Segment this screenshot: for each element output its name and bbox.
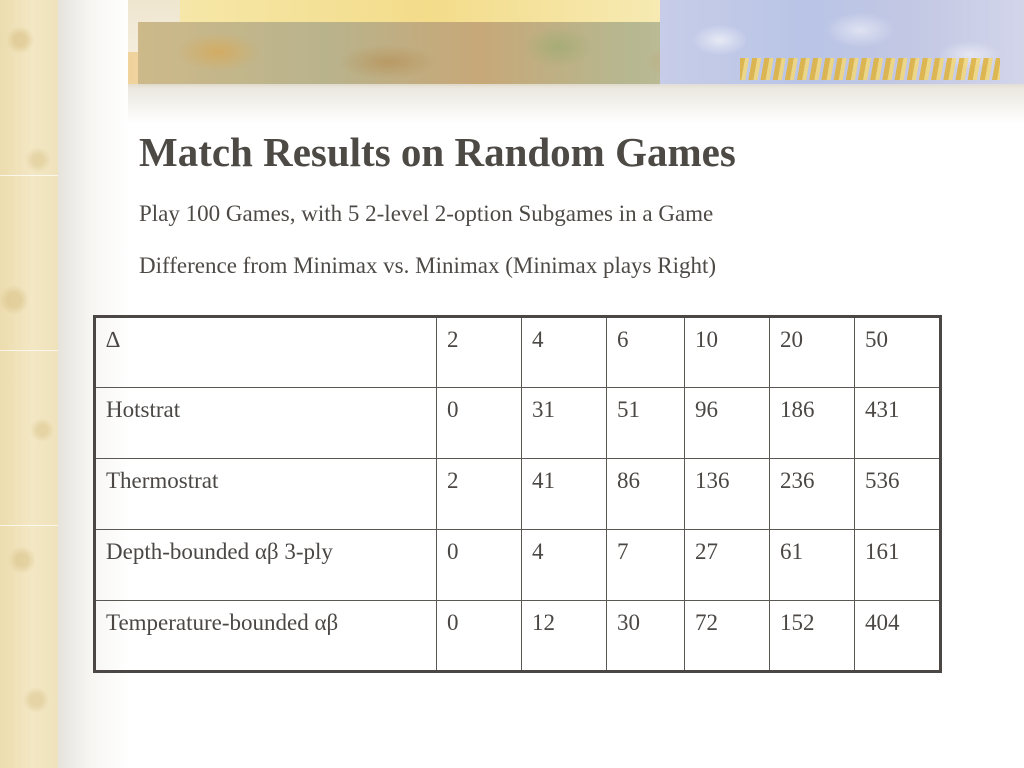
table-cell: 0 — [437, 530, 522, 601]
table-cell: 404 — [855, 601, 941, 672]
header-cell-delta: ∆ — [95, 317, 437, 388]
table-cell: 0 — [437, 388, 522, 459]
table-row — [95, 388, 941, 459]
decorative-banner — [0, 0, 1024, 88]
table-cell: 96 — [685, 388, 770, 459]
header-cell: 4 — [522, 317, 607, 388]
table-cell: 2 — [437, 459, 522, 530]
table-cell: 12 — [522, 601, 607, 672]
results-table — [93, 315, 942, 673]
header-cell: 50 — [855, 317, 941, 388]
table-cell: 31 — [522, 388, 607, 459]
table-cell: 236 — [770, 459, 855, 530]
slide-subtitle-games: Play 100 Games, with 5 2-level 2-option Subgames in a Game — [139, 201, 714, 226]
table-cell: 136 — [685, 459, 770, 530]
row-label-depth-bounded: Depth-bounded αβ 3-ply — [95, 530, 437, 601]
header-cell: 20 — [770, 317, 855, 388]
header-cell: 6 — [607, 317, 685, 388]
table-row — [95, 459, 941, 530]
banner-wheat-image — [740, 58, 1000, 80]
table-cell: 7 — [607, 530, 685, 601]
slide-title: Match Results on Random Games — [139, 129, 736, 175]
header-cell: 10 — [685, 317, 770, 388]
table-cell: 61 — [770, 530, 855, 601]
table-cell: 72 — [685, 601, 770, 672]
table-header-row — [95, 317, 941, 388]
table-cell: 536 — [855, 459, 941, 530]
table-cell: 86 — [607, 459, 685, 530]
banner-gold-patch — [180, 0, 680, 22]
header-cell: 2 — [437, 317, 522, 388]
table-cell: 0 — [437, 601, 522, 672]
table-cell: 27 — [685, 530, 770, 601]
decorative-left-strip — [0, 0, 58, 768]
banner-shadow — [0, 84, 1024, 124]
slide-subtitle-difference: Difference from Minimax vs. Minimax (Minimax plays Right) — [139, 253, 717, 278]
table-cell: 161 — [855, 530, 941, 601]
table-cell: 152 — [770, 601, 855, 672]
table-cell: 186 — [770, 388, 855, 459]
table-row — [95, 601, 941, 672]
row-label-thermostrat: Thermostrat — [95, 459, 437, 530]
row-label-temperature-bounded: Temperature-bounded αβ — [95, 601, 437, 672]
table-cell: 51 — [607, 388, 685, 459]
row-label-hotstrat: Hotstrat — [95, 388, 437, 459]
table-cell: 41 — [522, 459, 607, 530]
table-cell: 431 — [855, 388, 941, 459]
table-row — [95, 530, 941, 601]
table-cell: 4 — [522, 530, 607, 601]
table-cell: 30 — [607, 601, 685, 672]
